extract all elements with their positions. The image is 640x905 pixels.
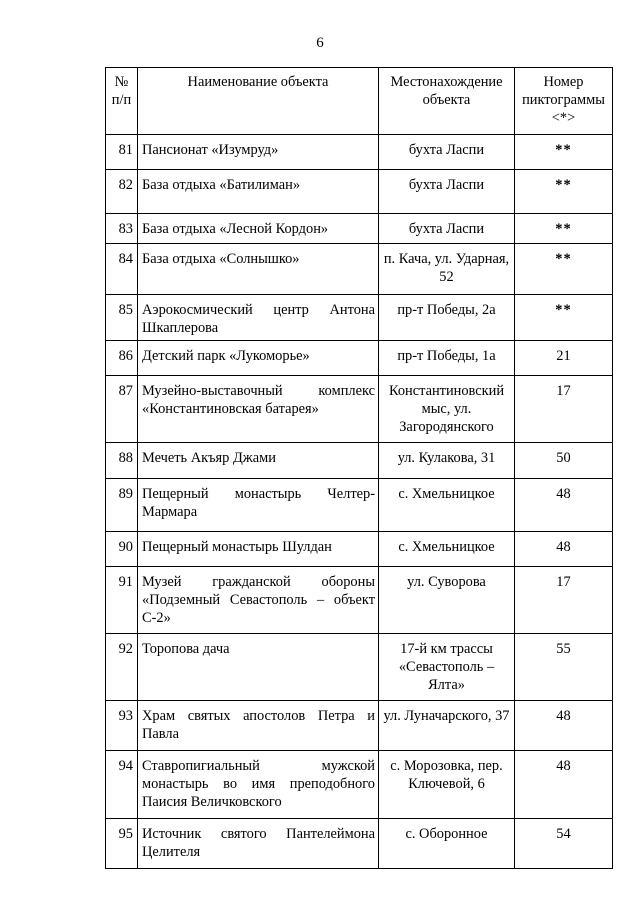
table-header-row: [106, 68, 613, 135]
pictogram-number: 17: [515, 567, 613, 634]
row-number: 93: [106, 701, 138, 751]
table-row: [106, 376, 613, 443]
pictogram-number: 55: [515, 634, 613, 701]
pictogram-number: **: [515, 214, 613, 244]
table-row: [106, 751, 613, 819]
pictogram-number: 48: [515, 701, 613, 751]
pictogram-number: 48: [515, 532, 613, 567]
table-row: [106, 479, 613, 532]
object-name: База отдыха «Солнышко»: [138, 244, 379, 295]
object-location: ул. Кулакова, 31: [379, 443, 515, 479]
object-location: с. Хмельницкое: [379, 532, 515, 567]
row-number: 86: [106, 341, 138, 376]
object-location: п. Кача, ул. Ударная, 52: [379, 244, 515, 295]
row-number: 88: [106, 443, 138, 479]
table-row: [106, 295, 613, 341]
object-name: Мечеть Акъяр Джами: [138, 443, 379, 479]
object-location: Константиновский мыс, ул. Загородянского: [379, 376, 515, 443]
header-pictogram: Номер пиктограммы <*>: [515, 68, 613, 135]
row-number: 89: [106, 479, 138, 532]
row-number: 83: [106, 214, 138, 244]
pictogram-number: **: [515, 295, 613, 341]
object-name: Музей гражданской обороны «Подземный Севастополь – объект С-2»: [138, 567, 379, 634]
object-name: Пансионат «Изумруд»: [138, 135, 379, 170]
object-name: Аэрокосмический центр Антона Шкаплерова: [138, 295, 379, 341]
pictogram-number: 50: [515, 443, 613, 479]
object-name: Храм святых апостолов Петра и Павла: [138, 701, 379, 751]
pictogram-number: 48: [515, 479, 613, 532]
object-location: бухта Ласпи: [379, 135, 515, 170]
object-name: Пещерный монастырь Шулдан: [138, 532, 379, 567]
header-object-name: Наименование объекта: [138, 68, 379, 135]
object-location: ул. Луначарского, 37: [379, 701, 515, 751]
row-number: 95: [106, 819, 138, 869]
table-row: [106, 567, 613, 634]
pictogram-number: **: [515, 170, 613, 214]
row-number: 81: [106, 135, 138, 170]
object-location: 17-й км трассы «Севастополь – Ялта»: [379, 634, 515, 701]
object-location: с. Хмельницкое: [379, 479, 515, 532]
row-number: 92: [106, 634, 138, 701]
table-row: [106, 819, 613, 869]
object-name: Детский парк «Лукоморье»: [138, 341, 379, 376]
page-number: 6: [316, 35, 324, 51]
table-row: [106, 443, 613, 479]
object-location: с. Морозовка, пер. Ключевой, 6: [379, 751, 515, 819]
object-location: с. Оборонное: [379, 819, 515, 869]
object-location: бухта Ласпи: [379, 170, 515, 214]
row-number: 94: [106, 751, 138, 819]
table-row: [106, 634, 613, 701]
object-name: Пещерный монастырь Челтер-Мармара: [138, 479, 379, 532]
table-row: [106, 532, 613, 567]
table-row: [106, 170, 613, 214]
pictogram-number: **: [515, 244, 613, 295]
row-number: 90: [106, 532, 138, 567]
object-location: пр-т Победы, 2а: [379, 295, 515, 341]
object-name: Торопова дача: [138, 634, 379, 701]
pictogram-number: 54: [515, 819, 613, 869]
header-number: № п/п: [106, 68, 138, 135]
table-row: [106, 244, 613, 295]
row-number: 82: [106, 170, 138, 214]
object-name: Источник святого Пантелеймона Целителя: [138, 819, 379, 869]
object-name: Ставропигиальный мужской монастырь во имя преподобного Паисия Величковского: [138, 751, 379, 819]
object-location: ул. Суворова: [379, 567, 515, 634]
object-location: пр-т Победы, 1а: [379, 341, 515, 376]
object-name: База отдыха «Батилиман»: [138, 170, 379, 214]
table-row: [106, 135, 613, 170]
header-location: Местонахождение объекта: [379, 68, 515, 135]
objects-table: [105, 67, 613, 869]
pictogram-number: 17: [515, 376, 613, 443]
pictogram-number: 48: [515, 751, 613, 819]
pictogram-number: 21: [515, 341, 613, 376]
row-number: 87: [106, 376, 138, 443]
row-number: 84: [106, 244, 138, 295]
table-row: [106, 341, 613, 376]
row-number: 91: [106, 567, 138, 634]
table-row: [106, 214, 613, 244]
pictogram-number: **: [515, 135, 613, 170]
object-name: База отдыха «Лесной Кордон»: [138, 214, 379, 244]
row-number: 85: [106, 295, 138, 341]
object-location: бухта Ласпи: [379, 214, 515, 244]
table-row: [106, 701, 613, 751]
object-name: Музейно-выставочный комплекс «Константиновская батарея»: [138, 376, 379, 443]
